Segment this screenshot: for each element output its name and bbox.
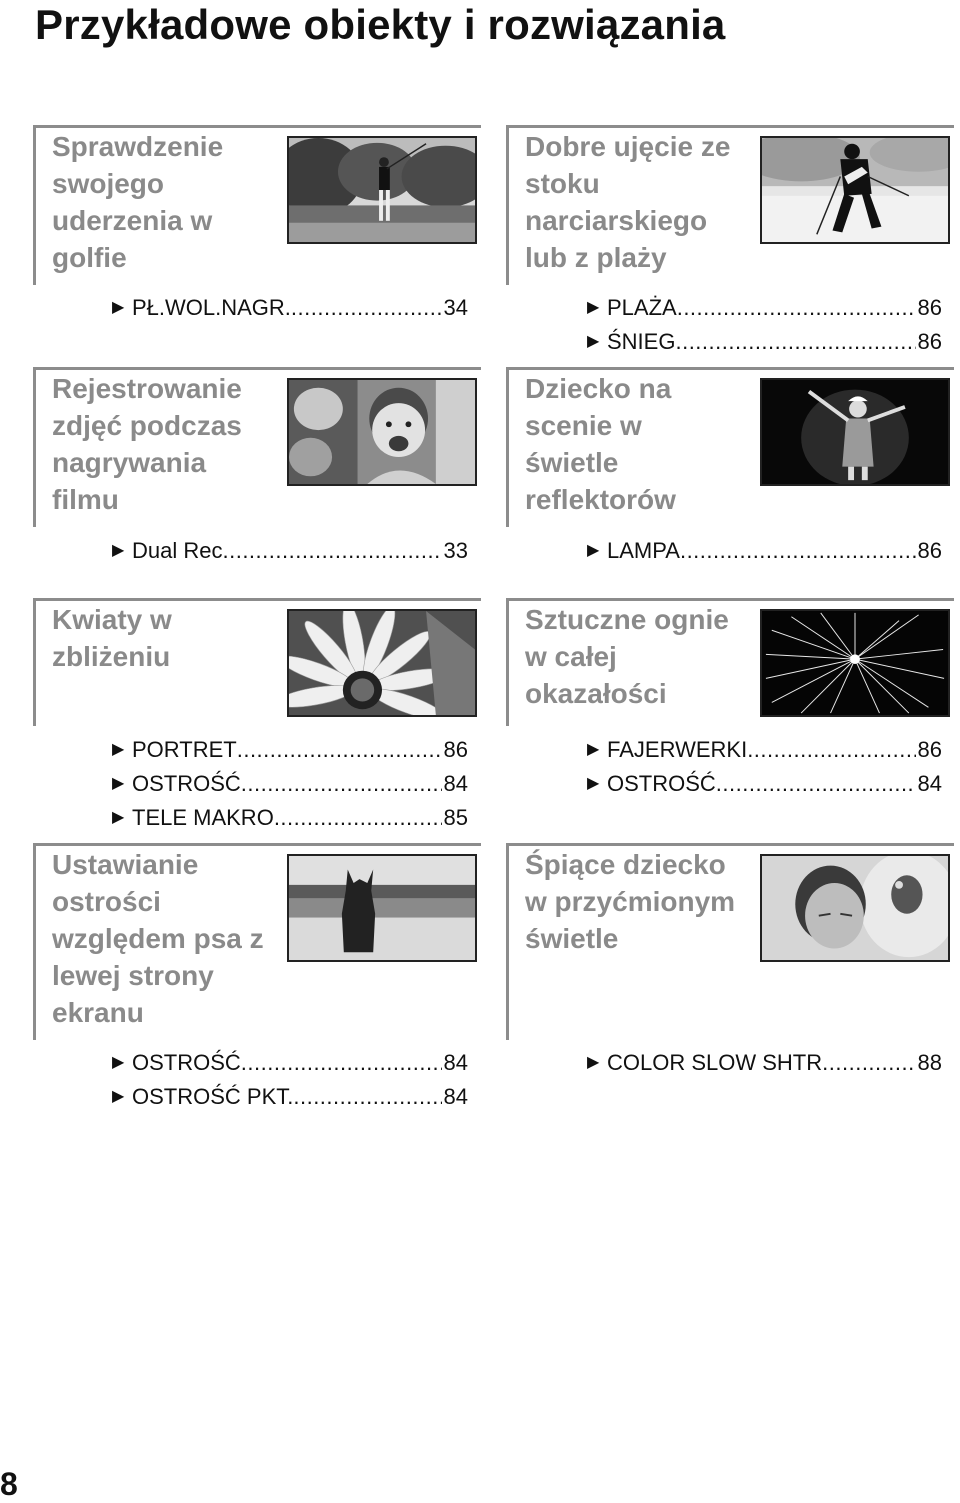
triangle-right-icon: ▶: [112, 809, 125, 826]
triangle-right-icon: ▶: [112, 775, 125, 792]
triangle-right-icon: ▶: [587, 775, 600, 792]
refs-spotlight: [587, 534, 942, 568]
photo-dog: [287, 854, 477, 962]
ref-item[interactable]: ▶ OSTROŚĆ ..... 84: [112, 767, 468, 801]
card-title-golf: Sprawdzenie swojego uderzenia w golfie: [52, 131, 224, 273]
refs-child-photo: [112, 534, 468, 568]
triangle-right-icon: ▶: [112, 542, 125, 559]
ref-item[interactable]: ▶ LAMPA ..... 86: [587, 534, 942, 568]
ref-item[interactable]: ▶ ŚNIEG ..... 86: [587, 325, 942, 359]
refs-flower: [112, 733, 468, 835]
card-ski: [506, 125, 954, 285]
page-title: Przykładowe obiekty i rozwiązania: [35, 1, 726, 48]
card-dog: [33, 843, 481, 1040]
photo-flower: [287, 609, 477, 717]
page-number: 8: [0, 1466, 18, 1502]
ref-item[interactable]: ▶ OSTROŚĆ PKT. ..... 84: [112, 1080, 468, 1114]
card-title-sleeping: Śpiące dziecko w przyćmionym świetle: [525, 849, 736, 954]
card-golf: [33, 125, 481, 285]
refs-dog: [112, 1046, 468, 1114]
photo-fireworks: [760, 609, 950, 717]
triangle-right-icon: ▶: [587, 333, 600, 350]
card-child-photo: [33, 367, 481, 527]
card-sleeping: [506, 843, 954, 1040]
triangle-right-icon: ▶: [112, 741, 125, 758]
photo-child-spotlight: [760, 378, 950, 486]
photo-golfer: [287, 136, 477, 244]
triangle-right-icon: ▶: [112, 1088, 125, 1105]
triangle-right-icon: ▶: [112, 299, 125, 316]
refs-fireworks: [587, 733, 942, 801]
photo-sleeping-child: [760, 854, 950, 962]
photo-laughing-child: [287, 378, 477, 486]
card-spotlight: [506, 367, 954, 527]
card-title-flower: Kwiaty w zbliżeniu: [52, 604, 172, 672]
ref-item[interactable]: ▶ Dual Rec ..... 33: [112, 534, 468, 568]
refs-golf: [112, 291, 468, 325]
card-title-child-photo: Rejestrowanie zdjęć podczas nagrywania filmu: [52, 373, 242, 515]
card-title-fireworks: Sztuczne ognie w całej okazałości: [525, 604, 729, 709]
ref-item[interactable]: ▶ COLOR SLOW SHTR ..... 88: [587, 1046, 942, 1080]
triangle-right-icon: ▶: [112, 1054, 125, 1071]
ref-item[interactable]: ▶ FAJERWERKI ..... 86: [587, 733, 942, 767]
ref-item[interactable]: ▶ TELE MAKRO ..... 85: [112, 801, 468, 835]
ref-item[interactable]: ▶ PŁ.WOL.NAGR. ..... 34: [112, 291, 468, 325]
refs-sleeping: [587, 1046, 942, 1080]
card-title-dog: Ustawianie ostrości względem psa z lewej strony ekranu: [52, 849, 264, 1028]
triangle-right-icon: ▶: [587, 1054, 600, 1071]
ref-item[interactable]: ▶ PLAŻA ..... 86: [587, 291, 942, 325]
card-title-spotlight: Dziecko na scenie w świetle reflektorów: [525, 373, 676, 515]
card-fireworks: [506, 598, 954, 726]
photo-skier: [760, 136, 950, 244]
refs-ski: [587, 291, 942, 359]
card-title-ski: Dobre ujęcie ze stoku narciarskiego lub z plaży: [525, 131, 731, 273]
triangle-right-icon: ▶: [587, 542, 600, 559]
ref-item[interactable]: ▶ OSTROŚĆ ..... 84: [112, 1046, 468, 1080]
triangle-right-icon: ▶: [587, 741, 600, 758]
ref-item[interactable]: ▶ PORTRET ..... 86: [112, 733, 468, 767]
ref-item[interactable]: ▶ OSTROŚĆ ..... 84: [587, 767, 942, 801]
card-flower: [33, 598, 481, 726]
triangle-right-icon: ▶: [587, 299, 600, 316]
